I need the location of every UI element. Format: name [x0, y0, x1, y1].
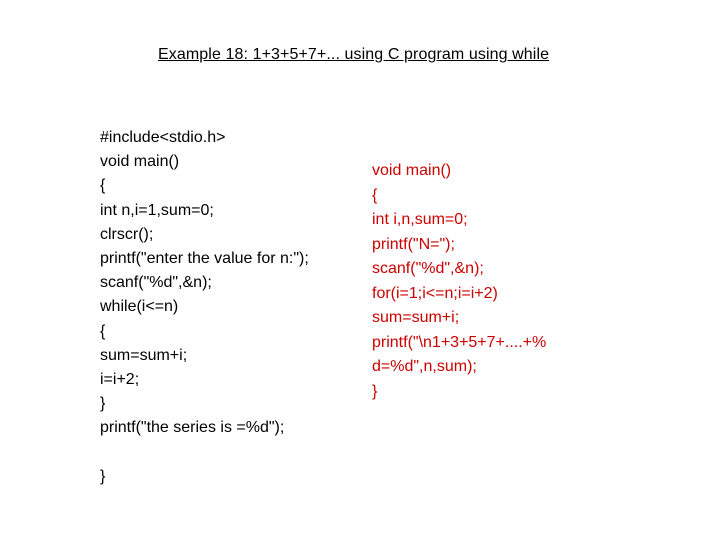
code-line: sum=sum+i; [372, 309, 460, 326]
code-line: { [100, 322, 106, 340]
for-loop-code-block [372, 159, 546, 404]
code-line: clrscr(); [100, 225, 154, 243]
code-line: printf("N="); [372, 235, 455, 253]
code-line: scanf("%d",&n); [372, 260, 484, 277]
code-line: { [100, 177, 106, 195]
code-line: i=i+2; [100, 370, 140, 388]
code-line: { [372, 186, 378, 204]
while-loop-code-block [100, 126, 309, 489]
code-line: printf("the series is =%d"); [100, 419, 285, 437]
code-line: int i,n,sum=0; [372, 211, 468, 228]
code-line: scanf("%d",&n); [100, 274, 212, 292]
code-line: for(i=1;i<=n;i=i+2) [372, 284, 498, 302]
page-title: Example 18: 1+3+5+7+... using C program using while [158, 46, 550, 63]
code-line: int n,i=1,sum=0; [100, 201, 214, 219]
code-line: sum=sum+i; [100, 346, 188, 364]
code-line: printf("\n1+3+5+7+....+% [372, 333, 547, 351]
code-line: while(i<=n) [100, 298, 179, 316]
code-line: #include<stdio.h> [100, 129, 226, 146]
code-line: } [372, 382, 378, 400]
code-line: d=%d",n,sum); [372, 358, 477, 375]
code-line: printf("enter the value for n:"); [100, 249, 309, 267]
code-line-blank [100, 440, 309, 464]
code-line: void main() [372, 162, 452, 179]
code-line: void main() [100, 153, 180, 171]
code-line: } [100, 395, 106, 413]
code-line: } [100, 467, 106, 485]
